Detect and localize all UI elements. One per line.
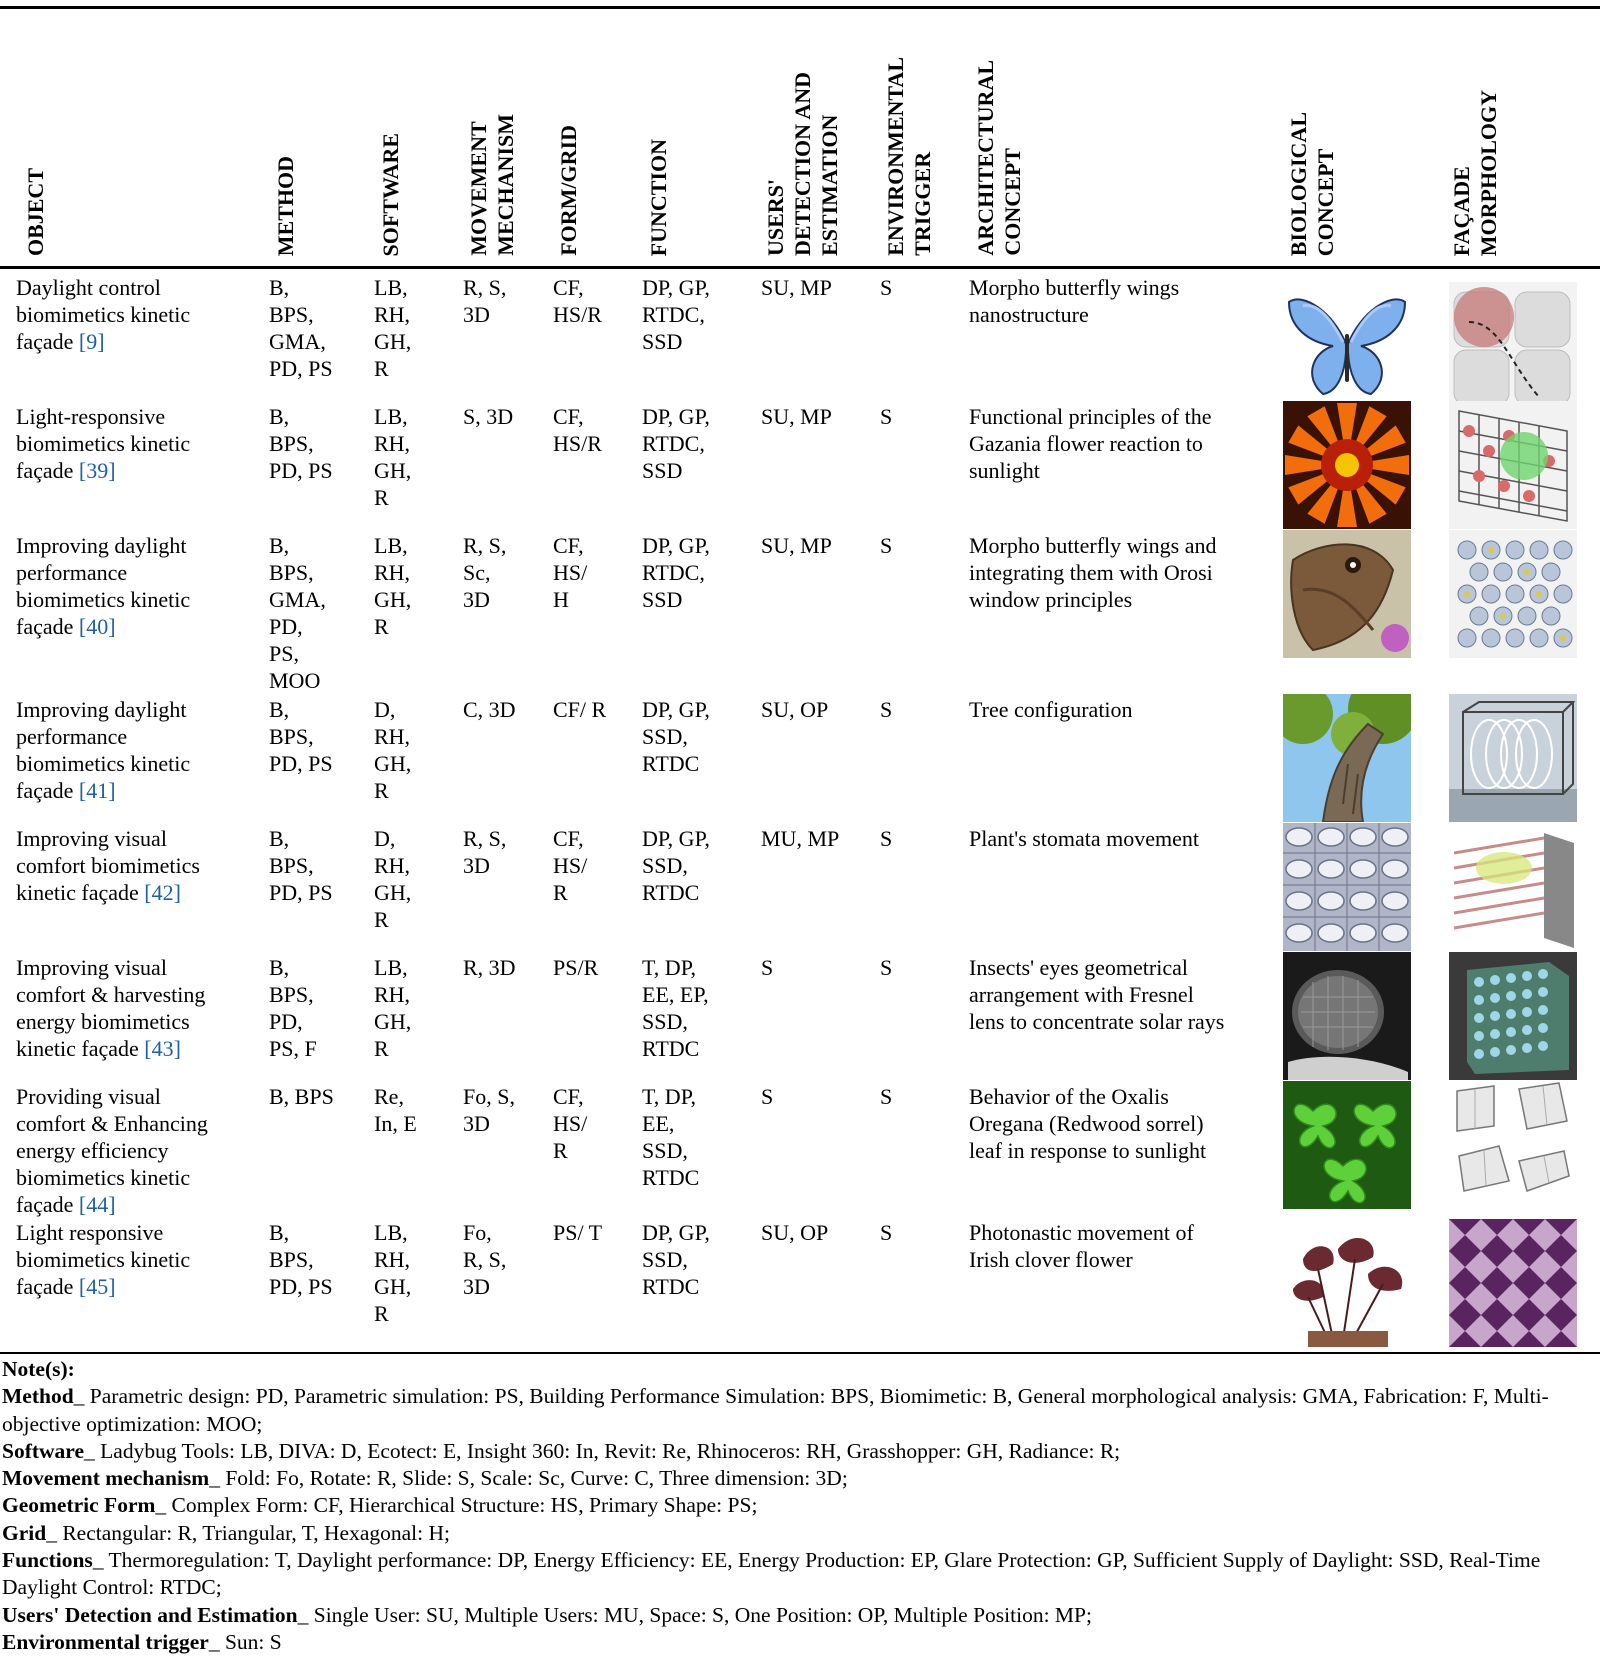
reference-link[interactable]: [41] [78, 778, 116, 803]
software-cell [374, 1083, 417, 1137]
architectural-concept-cell-text: Insects' eyes geometrical arrangement with Fresnel lens to concentrate solar rays [969, 955, 1225, 1034]
architectural-concept-cell-text: Functional principles of the Gazania flower reaction to sunlight [969, 404, 1212, 483]
movement-cell-text: R, 3D [463, 955, 516, 980]
facade-folding-image [1449, 1081, 1577, 1209]
table-bottom-rule [0, 1352, 1600, 1354]
movement-cell [463, 274, 506, 328]
table-top-rule [0, 6, 1600, 9]
users-detection-cell [761, 1083, 773, 1110]
note-text: _ Ladybug Tools: LB, DIVA: D, Ecotect: E, Insight 360: In, Revit: Re, Rhinoceros: RH, Grasshopper: GH, Radiance: R; [84, 1438, 1121, 1463]
users-detection-cell [761, 532, 832, 559]
facade-cylinders-image [1449, 952, 1577, 1080]
environmental-trigger-cell-text: S [880, 697, 893, 722]
method-cell [269, 532, 326, 694]
note-line [2, 1438, 1598, 1465]
function-cell [642, 403, 710, 484]
form-grid-cell [553, 696, 606, 723]
facade-triangle-pattern-image [1449, 1219, 1577, 1347]
object-cell [16, 532, 190, 640]
object-cell-text: Improving daylight performance biomimetics kinetic façade [16, 533, 191, 639]
software-cell-text: LB, RH, GH, R [374, 533, 412, 639]
form-grid-cell-text: CF/ R [553, 697, 607, 722]
form-grid-cell-text: CF, HS/ R [553, 1084, 588, 1163]
movement-cell [463, 825, 506, 879]
architectural-concept-cell [969, 1219, 1194, 1273]
movement-cell-text: R, S, 3D [463, 826, 507, 878]
method-cell [269, 274, 333, 382]
butterfly-image [1283, 282, 1411, 410]
form-grid-cell [553, 1219, 602, 1246]
method-cell [269, 825, 333, 906]
movement-cell [463, 403, 513, 430]
note-text: _ Rectangular: R, Triangular, T, Hexagonal: H; [46, 1520, 450, 1545]
form-grid-cell [553, 954, 598, 981]
brown-butterfly-image [1283, 530, 1411, 658]
function-cell-text: DP, GP, SSD, RTDC [642, 826, 710, 905]
movement-cell-text: R, S, 3D [463, 275, 507, 327]
movement-cell [463, 1083, 515, 1137]
note-line [2, 1383, 1598, 1438]
form-grid-cell-text: CF, HS/ R [553, 826, 588, 905]
function-cell [642, 825, 710, 906]
facade-hexagon-image [1449, 530, 1577, 658]
users-detection-cell [761, 274, 832, 301]
table-header-rule [0, 266, 1600, 269]
software-cell-text: LB, RH, GH, R [374, 955, 412, 1061]
users-detection-cell-text: MU, MP [761, 826, 840, 851]
environmental-trigger-cell [880, 954, 892, 981]
method-cell-text: B, BPS, GMA, PD, PS, MOO [269, 533, 326, 693]
architectural-concept-cell-text: Morpho butterfly wings and integrating them with Orosi window principles [969, 533, 1217, 612]
function-cell-text: T, DP, EE, SSD, RTDC [642, 1084, 700, 1190]
method-cell-text: B, BPS, PD, PS [269, 697, 333, 776]
software-cell [374, 954, 411, 1062]
users-detection-cell-text: S [761, 1084, 774, 1109]
form-grid-cell-text: CF, HS/R [553, 275, 602, 327]
note-text: _ Thermoregulation: T, Daylight performance: DP, Energy Efficiency: EE, Energy Production: EP, Glare Protection: GP, Sufficient Supply of Daylight: SSD, Real-Time Daylight Control: RTDC; [2, 1548, 1541, 1600]
users-detection-cell-text: SU, MP [761, 275, 832, 300]
note-label: Grid [2, 1520, 47, 1545]
environmental-trigger-cell-text: S [880, 1084, 893, 1109]
function-cell [642, 1083, 699, 1191]
software-cell [374, 696, 411, 804]
reference-link[interactable]: [39] [78, 458, 116, 483]
object-cell-text: Improving visual comfort biomimetics kinetic façade [16, 826, 200, 905]
users-detection-cell [761, 403, 832, 430]
environmental-trigger-cell-text: S [880, 955, 893, 980]
environmental-trigger-cell-text: S [880, 275, 893, 300]
object-cell-text: Light responsive biomimetics kinetic façade [16, 1220, 191, 1299]
function-cell-text: DP, GP, SSD, RTDC [642, 1220, 710, 1299]
software-cell [374, 1219, 411, 1327]
architectural-concept-cell-text: Morpho butterfly wings nanostructure [969, 275, 1180, 327]
form-grid-cell [553, 825, 587, 906]
note-line [2, 1602, 1598, 1629]
object-cell-text: Light-responsive biomimetics kinetic façade [16, 404, 191, 483]
environmental-trigger-cell [880, 1219, 892, 1246]
architectural-concept-cell [969, 1083, 1206, 1164]
form-grid-cell-text: PS/ T [553, 1220, 603, 1245]
architectural-concept-cell [969, 403, 1212, 484]
environmental-trigger-cell-text: S [880, 533, 893, 558]
note-label: Geometric Form [2, 1493, 156, 1518]
method-cell [269, 403, 333, 484]
users-detection-cell-text: SU, OP [761, 697, 829, 722]
form-grid-cell [553, 532, 587, 613]
form-grid-cell [553, 403, 602, 457]
architectural-concept-cell-text: Plant's stomata movement [969, 826, 1200, 851]
note-line [2, 1465, 1598, 1492]
movement-cell [463, 696, 516, 723]
tree-image [1283, 694, 1411, 822]
form-grid-cell [553, 1083, 587, 1164]
note-text: _ Single User: SU, Multiple Users: MU, Space: S, One Position: OP, Multiple Position: MP; [297, 1602, 1092, 1627]
object-cell [16, 1083, 208, 1218]
note-text: _ Parametric design: PD, Parametric simulation: PS, Building Performance Simulation: BPS, Biomimetic: B, General morphological analysis: GMA, Fabrication: F, Multi-objective optimization: MOO; [2, 1384, 1549, 1436]
movement-cell-text: R, S, Sc, 3D [463, 533, 507, 612]
software-cell-text: D, RH, GH, R [374, 826, 412, 932]
form-grid-cell-text: CF, HS/ H [553, 533, 588, 612]
note-line [2, 1547, 1598, 1602]
note-text: _ Fold: Fo, Rotate: R, Slide: S, Scale: Sc, Curve: C, Three dimension: 3D; [209, 1466, 848, 1491]
note-label: Environmental trigger [2, 1629, 209, 1654]
architectural-concept-cell-text: Behavior of the Oxalis Oregana (Redwood sorrel) leaf in response to sunlight [969, 1084, 1207, 1163]
object-cell-text: Improving daylight performance biomimetics kinetic façade [16, 697, 191, 803]
software-cell-text: D, RH, GH, R [374, 697, 412, 803]
environmental-trigger-cell-text: S [880, 1220, 893, 1245]
note-label: Software [2, 1438, 85, 1463]
function-cell [642, 274, 710, 355]
object-cell [16, 403, 190, 484]
gazania-flower-image [1283, 401, 1411, 529]
notes-title: Note(s): [2, 1357, 75, 1381]
users-detection-cell-text: SU, OP [761, 1220, 829, 1245]
architectural-concept-cell [969, 825, 1199, 852]
method-cell-text: B, BPS, PD, PS [269, 826, 333, 905]
note-line [2, 1629, 1598, 1656]
method-cell-text: B, BPS, PD, PS [269, 404, 333, 483]
function-cell [642, 532, 710, 613]
table-notes [2, 1356, 1598, 1656]
function-cell-text: DP, GP, RTDC, SSD [642, 533, 710, 612]
software-cell-text: LB, RH, GH, R [374, 275, 412, 381]
reference-link[interactable]: [40] [78, 614, 116, 639]
method-cell-text: B, BPS [269, 1084, 334, 1109]
environmental-trigger-cell-text: S [880, 826, 893, 851]
architectural-concept-cell [969, 696, 1133, 723]
note-text: _ Complex Form: CF, Hierarchical Structure: HS, Primary Shape: PS; [155, 1493, 758, 1518]
object-cell-text: Providing visual comfort & Enhancing energy efficiency biomimetics kinetic façade [16, 1084, 208, 1217]
software-cell-text: LB, RH, GH, R [374, 1220, 412, 1326]
software-cell [374, 403, 411, 511]
movement-cell-text: Fo, S, 3D [463, 1084, 515, 1136]
reference-link[interactable]: [45] [78, 1274, 116, 1299]
form-grid-cell-text: CF, HS/R [553, 404, 602, 456]
reference-link[interactable]: [43] [144, 1036, 181, 1061]
users-detection-cell-text: SU, MP [761, 533, 832, 558]
form-grid-cell [553, 274, 602, 328]
environmental-trigger-cell [880, 274, 892, 301]
note-label: Movement mechanism [2, 1466, 210, 1491]
movement-cell-text: Fo, R, S, 3D [463, 1220, 507, 1299]
function-cell [642, 954, 709, 1062]
software-cell-text: LB, RH, GH, R [374, 404, 412, 510]
environmental-trigger-cell [880, 403, 892, 430]
function-cell-text: DP, GP, RTDC, SSD [642, 275, 710, 354]
users-detection-cell-text: S [761, 955, 774, 980]
movement-cell [463, 954, 516, 981]
method-cell [269, 1219, 333, 1300]
architectural-concept-cell-text: Photonastic movement of Irish clover flower [969, 1220, 1194, 1272]
users-detection-cell [761, 954, 773, 981]
method-cell [269, 1083, 334, 1110]
environmental-trigger-cell [880, 825, 892, 852]
object-cell-text: Daylight control biomimetics kinetic façade [16, 275, 191, 354]
clover-leaves-image [1283, 1081, 1411, 1209]
architectural-concept-cell [969, 274, 1179, 328]
object-cell [16, 1219, 190, 1300]
irish-clover-image [1283, 1219, 1411, 1347]
movement-cell [463, 532, 506, 613]
object-cell [16, 825, 200, 906]
method-cell-text: B, BPS, GMA, PD, PS [269, 275, 333, 381]
note-label: Functions [2, 1548, 93, 1573]
object-cell [16, 696, 190, 804]
architectural-concept-cell [969, 954, 1224, 1035]
environmental-trigger-cell [880, 532, 892, 559]
users-detection-cell [761, 1219, 828, 1246]
users-detection-cell [761, 825, 839, 852]
note-text: _ Sun: S [208, 1629, 282, 1654]
note-label: Users' Detection and Estimation [2, 1602, 298, 1627]
reference-link[interactable]: [44] [78, 1192, 116, 1217]
environmental-trigger-cell-text: S [880, 404, 893, 429]
facade-grid-image [1449, 401, 1577, 529]
movement-cell-text: S, 3D [463, 404, 514, 429]
note-label: Method [2, 1384, 74, 1409]
insect-eye-image [1283, 952, 1411, 1080]
function-cell-text: DP, GP, SSD, RTDC [642, 697, 710, 776]
environmental-trigger-cell [880, 1083, 892, 1110]
function-cell-text: T, DP, EE, EP, SSD, RTDC [642, 955, 709, 1061]
function-cell-text: DP, GP, RTDC, SSD [642, 404, 710, 483]
function-cell [642, 1219, 710, 1300]
method-cell-text: B, BPS, PD, PS [269, 1220, 333, 1299]
facade-louvers-image [1449, 823, 1577, 951]
software-cell [374, 532, 411, 640]
method-cell-text: B, BPS, PD, PS, F [269, 955, 317, 1061]
environmental-trigger-cell [880, 696, 892, 723]
movement-cell [463, 1219, 506, 1300]
note-line [2, 1492, 1598, 1519]
users-detection-cell [761, 696, 828, 723]
form-grid-cell-text: PS/R [553, 955, 599, 980]
method-cell [269, 954, 317, 1062]
object-cell-text: Improving visual comfort & harvesting energy biomimetics kinetic façade [16, 955, 206, 1061]
architectural-concept-cell [969, 532, 1216, 613]
movement-cell-text: C, 3D [463, 697, 516, 722]
note-line [2, 1520, 1598, 1547]
method-cell [269, 696, 333, 777]
software-cell-text: Re, In, E [374, 1084, 417, 1136]
software-cell [374, 274, 411, 382]
reference-link[interactable]: [42] [144, 880, 181, 905]
object-cell [16, 274, 190, 355]
object-cell [16, 954, 205, 1062]
users-detection-cell-text: SU, MP [761, 404, 832, 429]
stomata-pattern-image [1283, 823, 1411, 951]
facade-frame-image [1449, 694, 1577, 822]
reference-link[interactable]: [9] [78, 329, 105, 354]
function-cell [642, 696, 710, 777]
software-cell [374, 825, 411, 933]
architectural-concept-cell-text: Tree configuration [969, 697, 1133, 722]
facade-modules-image [1449, 282, 1577, 410]
